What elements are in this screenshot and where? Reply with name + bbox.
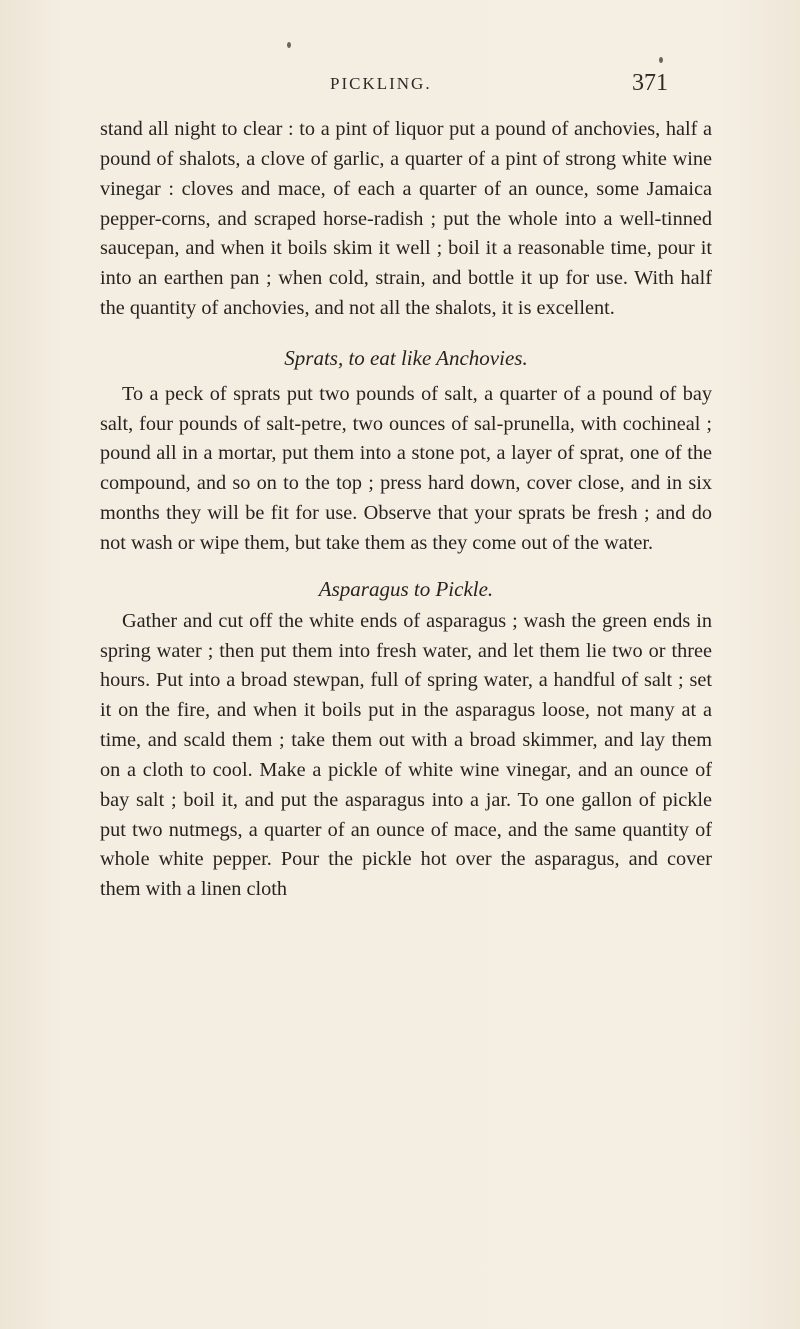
heading-asparagus: Asparagus to Pickle. [318, 576, 494, 601]
paragraph-anchovy-continuation: stand all night to clear : to a pint of liquor put a pound of anchovies, half a pound of shalots, a clove of garlic, a quarter of a pint of strong white wine vinegar : cloves and mace, of each a quarter of an ounce, some Jamaica pepper-corns, and scraped horse-radish ; put the whole into a well-tinned saucepan, and when it boils skim it well ; boil it a reasonable time, pour it into an earthen pan ; when cold, strain, and bottle it up for use. With half the quantity of anchovies, and not all the shalots, it is excellent. [100, 118, 712, 320]
paragraph-sprats: To a peck of sprats put two pounds of salt, a quarter of a pound of bay salt, four pounds of salt-petre, two ounces of sal-prunella, with cochineal ; pound all in a mortar, put them into a stone pot, a layer of sprat, one of the compound, and so on to the top ; press hard down, cover close, and in six months they will be fit for use. Observe that your sprats be fresh ; and do not wash or wipe them, but take them as they come out of the water. [100, 382, 712, 554]
paragraph-asparagus: Gather and cut off the white ends of asparagus ; wash the green ends in spring water ; then put them into fresh water, and let them lie two or three hours. Put into a broad stewpan, full of spring water, a handful of salt ; set it on the fire, and when it boils put in the asparagus loose, not many at a time, and scald them ; take them out with a broad skimmer, and lay them on a cloth to cool. Make a pickle of white wine vinegar, and an ounce of bay salt ; boil it, and put the asparagus into a jar. To one gallon of pickle put two nutmegs, a quarter of an ounce of mace, and the same quantity of whole white pepper. Pour the pickle hot over the asparagus, and cover them with a linen cloth [100, 609, 712, 901]
heading-sprats: Sprats, to eat like Anchovies. [284, 345, 528, 370]
body-text [100, 115, 712, 905]
running-head: PICKLING. [330, 74, 432, 93]
ink-speck [287, 42, 291, 48]
page-number: 371 [632, 70, 668, 96]
ink-speck [659, 57, 663, 63]
